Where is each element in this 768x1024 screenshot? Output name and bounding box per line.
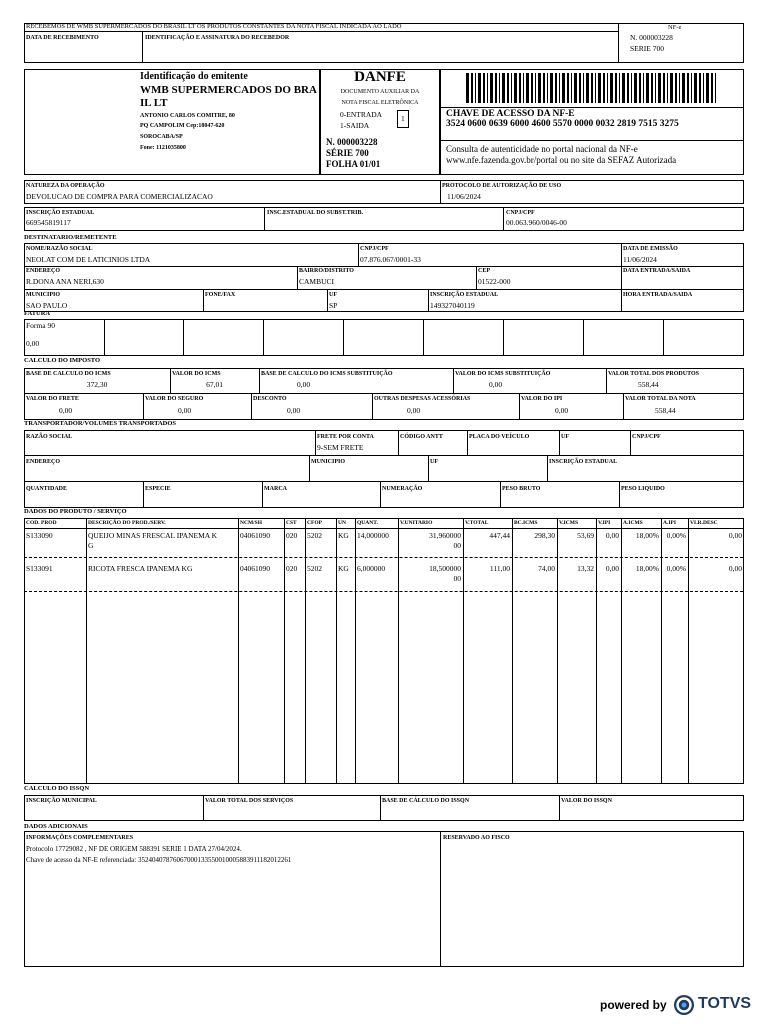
barcode-bar <box>658 73 661 103</box>
barcode-bar <box>711 73 713 103</box>
barcode-bar <box>591 73 593 103</box>
issqn-value-label: VALOR DO ISSQN <box>561 798 612 804</box>
emitter-cnpj-value: 00.063.960/0046-00 <box>506 218 567 227</box>
other-expenses-label: OUTRAS DESPESAS ACESSÓRIAS <box>374 396 471 402</box>
product-unit: KG <box>338 531 349 540</box>
product-header: NCM/SH <box>240 520 262 526</box>
vehicle-plate-label: PLACA DO VEÍCULO <box>469 434 530 440</box>
barcode-bar <box>682 73 685 103</box>
barcode-bar <box>511 73 512 103</box>
barcode-bar <box>694 73 697 103</box>
barcode-bar <box>586 73 589 103</box>
product-header: V.UNITARIO <box>400 520 433 526</box>
operation-nature-label: NATUREZA DA OPERAÇÃO <box>26 183 105 189</box>
operation-nature-value: DEVOLUCAO DE COMPRA PARA COMERCIALIZACAO <box>26 192 213 201</box>
product-header: V.IPI <box>598 520 611 526</box>
total-products-value: 558,44 <box>638 380 659 389</box>
danfe-invoice-number: N. 000003228 <box>326 137 378 147</box>
operation-type-value: 1 <box>401 114 405 123</box>
barcode-bar <box>543 73 545 103</box>
recipient-name-value: NEOLAT COM DE LATICINIOS LTDA <box>26 255 151 264</box>
emitter-name-cont: IL LT <box>140 97 168 109</box>
barcode-bar <box>571 73 572 103</box>
barcode-bar <box>579 73 581 103</box>
danfe-subtitle-2: NOTA FISCAL ELETRÔNICA <box>341 100 419 106</box>
stub-invoice-series: SERIE 700 <box>630 44 664 53</box>
access-key-value: 3524 0600 0639 6000 4600 5570 0000 0032 2819 7515 3275 <box>446 119 679 129</box>
recipient-section-title: DESTINATARIO/REMETENTE <box>24 234 117 241</box>
product-header: A.IPI <box>663 520 676 526</box>
barcode-bar <box>627 73 629 103</box>
emitter-name: WMB SUPERMERCADOS DO BRA <box>140 84 317 96</box>
barcode-bar <box>547 73 548 103</box>
emitter-cnpj-label: CNPJ/CPF <box>506 210 535 216</box>
danfe-series: SÉRIE 700 <box>326 148 369 158</box>
product-icms-base: 298,30 <box>534 531 555 540</box>
barcode-bar <box>466 73 469 103</box>
carrier-city-label: MUNICIPIO <box>311 459 345 465</box>
barcode <box>466 73 720 103</box>
danfe-entrada-option: 0-ENTRADA <box>340 110 383 119</box>
barcode-bar <box>514 73 517 103</box>
barcode-bar <box>574 73 577 103</box>
product-cfop: 5202 <box>307 564 322 573</box>
product-header: CFOP <box>307 520 322 526</box>
barcode-bar <box>610 73 613 103</box>
net-weight-label: PESO LIQUIDO <box>621 486 665 492</box>
access-key-title: CHAVE DE ACESSO DA NF-E <box>446 109 575 119</box>
product-icms-rate: 18,00% <box>635 531 659 540</box>
product-icms-rate: 18,00% <box>635 564 659 573</box>
emitter-phone: Fone: 1121035800 <box>140 145 186 151</box>
carrier-name-label: RAZÃO SOCIAL <box>26 434 73 440</box>
barcode-bar <box>670 73 673 103</box>
icms-value-value: 67,01 <box>206 380 223 389</box>
barcode-bar <box>715 73 716 103</box>
carrier-address-label: ENDEREÇO <box>26 459 61 465</box>
invoice-total-label: VALOR TOTAL DA NOTA <box>625 396 696 402</box>
issqn-base-label: BASE DE CÁLCULO DO ISSQN <box>382 798 470 804</box>
gross-weight-label: PESO BRUTO <box>502 486 541 492</box>
emitter-section-label: Identificação do emitente <box>140 71 248 82</box>
danfe-subtitle-1: DOCUMENTO AUXILIAR DA <box>340 89 420 95</box>
entry-exit-time-label: HORA ENTRADA/SAIDA <box>623 292 693 298</box>
complementary-info-label: INFORMAÇÕES COMPLEMENTARES <box>26 835 134 841</box>
product-unit-price-cont: 00 <box>453 574 461 583</box>
barcode-bar <box>639 73 641 103</box>
barcode-bar <box>475 73 476 103</box>
product-cfop: 5202 <box>307 531 322 540</box>
barcode-bar <box>495 73 497 103</box>
quantity-label: QUANTIDADE <box>26 486 68 492</box>
complementary-info-line-2: Chave de acesso da NF-E referenciada: 35240407876067000133550010005883911182012261 <box>26 856 292 864</box>
product-ipi-rate: 0,00% <box>666 564 686 573</box>
barcode-bar <box>651 73 653 103</box>
row-separator <box>24 557 743 558</box>
recipient-ie-label: INSCRIÇÃO ESTADUAL <box>430 292 499 298</box>
icms-st-base-label: BASE DE CALCULO DO ICMS SUBSTITUIÇÃO <box>261 371 393 377</box>
issqn-section-title: CALCULO DO ISSQN <box>24 785 90 792</box>
total-products-label: VALOR TOTAL DOS PRODUTOS <box>608 371 699 377</box>
services-total-label: VALOR TOTAL DOS SERVIÇOS <box>205 798 294 804</box>
other-expenses-value: 0,00 <box>407 406 421 415</box>
product-header: QUANT. <box>357 520 378 526</box>
totvs-brand-text: TOTVS <box>698 995 752 1012</box>
product-quantity: 6,000000 <box>357 564 386 573</box>
product-code: S133091 <box>26 564 53 573</box>
product-ncm: 04061090 <box>240 564 270 573</box>
product-discount: 0,00 <box>728 531 742 540</box>
st-registration-label: INSC.ESTADUAL DO SUBST.TRIB. <box>267 210 363 216</box>
product-ipi-value: 0,00 <box>605 531 619 540</box>
recipient-cnpj-value: 07.876.067/0001-33 <box>360 255 421 264</box>
species-label: ESPECIE <box>145 486 171 492</box>
barcode-bar <box>646 73 649 103</box>
product-header: CST <box>286 520 297 526</box>
barcode-bar <box>603 73 605 103</box>
barcode-bar <box>567 73 569 103</box>
product-description: RICOTA FRESCA IPANEMA KG <box>88 564 193 573</box>
barcode-bar <box>667 73 668 103</box>
recipient-city-label: MUNICIPIO <box>26 292 60 298</box>
barcode-bar <box>483 73 485 103</box>
product-cst: 020 <box>286 564 298 573</box>
barcode-bar <box>663 73 665 103</box>
icms-st-value-value: 0,00 <box>488 380 503 389</box>
barcode-bar <box>526 73 529 103</box>
product-cst: 020 <box>286 531 298 540</box>
product-ipi-value: 0,00 <box>605 564 619 573</box>
recipient-ie-value: 149327040119 <box>430 301 475 310</box>
barcode-bar <box>631 73 632 103</box>
barcode-bar <box>595 73 596 103</box>
product-unit: KG <box>338 564 349 573</box>
row-separator <box>24 591 743 592</box>
municipal-registration-label: INSCRIÇÃO MUNICIPAL <box>26 798 97 804</box>
carrier-cnpj-label: CNPJ/CPF <box>632 434 661 440</box>
product-unit-price: 18,500000 <box>429 564 461 573</box>
product-ipi-rate: 0,00% <box>666 531 686 540</box>
barcode-bar <box>507 73 509 103</box>
issue-date-value: 11/06/2024 <box>623 255 657 264</box>
operation-type-box <box>397 110 409 128</box>
auth-protocol-value: 11/06/2024 <box>447 192 481 201</box>
ipi-value-value: 0,00 <box>555 406 569 415</box>
tax-section-title: CALCULO DO IMPOSTO <box>24 357 101 364</box>
icms-base-label: BASE DE CALCULO DO ICMS <box>26 371 111 377</box>
barcode-bar <box>634 73 637 103</box>
issue-date-label: DATA DE EMISSÃO <box>623 246 678 252</box>
product-header: VLR.DESC <box>690 520 718 526</box>
freight-mode-label: FRETE POR CONTA <box>317 434 374 440</box>
barcode-bar <box>622 73 625 103</box>
powered-by-text: powered by <box>600 998 667 1012</box>
barcode-bar <box>706 73 709 103</box>
barcode-bar <box>490 73 493 103</box>
barcode-bar <box>607 73 608 103</box>
danfe-page: FOLHA 01/01 <box>326 159 381 169</box>
emitter-city: SOROCABA/SP <box>140 134 183 140</box>
product-header: V.TOTAL <box>465 520 489 526</box>
entry-exit-date-label: DATA ENTRADA/SAIDA <box>623 268 691 274</box>
invoice-payment-value: 0,00 <box>26 339 40 348</box>
barcode-bar <box>598 73 601 103</box>
barcode-bar <box>555 73 557 103</box>
barcode-bar <box>691 73 692 103</box>
product-total: 447,44 <box>489 531 510 540</box>
icms-base-value: 372,30 <box>86 380 108 389</box>
numbering-label: NUMERAÇÃO <box>382 486 423 492</box>
access-key-consult-1: Consulta de autenticidade no portal nacional da NF-e <box>446 144 638 154</box>
brand-label: MARCA <box>264 486 287 492</box>
barcode-bar <box>703 73 704 103</box>
recipient-cep-value: 01522-000 <box>478 277 511 286</box>
product-unit-price: 31,960000 <box>429 531 461 540</box>
barcode-bar <box>675 73 677 103</box>
icms-st-value-label: VALOR DO ICMS SUBSTITUIÇÃO <box>455 371 551 377</box>
barcode-bar <box>615 73 617 103</box>
stub-nfe-label: NF-e <box>668 24 682 31</box>
receipt-date-label: DATA DE RECEBIMENTO <box>26 35 99 41</box>
barcode-bar <box>583 73 584 103</box>
barcode-bar <box>619 73 620 103</box>
barcode-bar <box>471 73 473 103</box>
antt-code-label: CÓDIGO ANTT <box>400 434 443 440</box>
recipient-uf-value: SP <box>329 301 338 310</box>
danfe-saida-option: 1-SAIDA <box>340 121 370 130</box>
barcode-bar <box>478 73 481 103</box>
icms-st-base-value: 0,00 <box>296 380 311 389</box>
product-discount: 0,00 <box>728 564 742 573</box>
product-icms-value: 13,32 <box>577 564 594 573</box>
complementary-info-line-1: Protocolo 17729082 , NF DE ORIGEM 588391 SERIE 1 DATA 27/04/2024. <box>26 845 242 853</box>
barcode-bar <box>643 73 644 103</box>
recipient-name-label: NOME/RAZÃO SOCIAL <box>26 246 93 252</box>
product-header: BC.ICMS <box>514 520 538 526</box>
insurance-label: VALOR DO SEGURO <box>145 396 204 402</box>
recipient-cep-label: CEP <box>478 268 490 274</box>
product-description-cont: G <box>88 541 94 550</box>
product-ncm: 04061090 <box>240 531 270 540</box>
barcode-bar <box>679 73 680 103</box>
recipient-cnpj-label: CNPJ/CPF <box>360 246 389 252</box>
state-registration-value: 669545819117 <box>26 218 71 227</box>
product-header: A.ICMS <box>623 520 643 526</box>
recipient-uf-label: UF <box>329 292 337 298</box>
receipt-text: RECEBEMOS DE WMB SUPERMERCADOS DO BRASIL LT OS PRODUTOS CONSTANTES DA NOTA FISCAL INDICADA AO LADO <box>26 23 402 30</box>
barcode-bar <box>550 73 553 103</box>
barcode-bar <box>699 73 701 103</box>
barcode-bar <box>559 73 560 103</box>
product-code: S133090 <box>26 531 53 540</box>
access-key-consult-2: www.nfe.fazenda.gov.br/portal ou no site da SEFAZ Autorizada <box>446 155 677 165</box>
barcode-bar <box>535 73 536 103</box>
product-total: 111,00 <box>489 564 510 573</box>
product-header: UN <box>338 520 346 526</box>
carrier-uf-label: UF <box>561 434 569 440</box>
barcode-bar <box>531 73 533 103</box>
recipient-district-value: CAMBUCI <box>299 277 335 286</box>
additional-data-title: DADOS ADICIONAIS <box>24 823 88 830</box>
freight-mode-value: 9-SEM FRETE <box>317 443 364 452</box>
barcode-bar <box>523 73 524 103</box>
product-header: COD. PROD <box>26 520 57 526</box>
receiver-signature-label: IDENTIFICAÇÃO E ASSINATURA DO RECEBEDOR <box>145 35 290 41</box>
barcode-bar <box>562 73 565 103</box>
barcode-bar <box>687 73 689 103</box>
barcode-bar <box>538 73 541 103</box>
recipient-address-value: R.DONA ANA NERI,630 <box>26 277 104 286</box>
freight-value: 0,00 <box>59 406 73 415</box>
product-icms-value: 53,69 <box>577 531 594 540</box>
stub-invoice-number: N. 000003228 <box>630 33 673 42</box>
icms-value-label: VALOR DO ICMS <box>172 371 221 377</box>
product-header: DESCRIÇÃO DO PROD./SERV. <box>88 520 166 526</box>
product-unit-price-cont: 00 <box>453 541 461 550</box>
state-registration-label: INSCRIÇÃO ESTADUAL <box>26 210 95 216</box>
product-icms-base: 74,00 <box>538 564 555 573</box>
recipient-city-value: SAO PAULO <box>26 301 68 310</box>
product-description: QUEIJO MINAS FRESCAL IPANEMA K <box>88 531 218 540</box>
recipient-phone-label: FONE/FAX <box>205 292 236 298</box>
carrier-ie-label: INSCRIÇÃO ESTADUAL <box>549 459 618 465</box>
carrier-uf2-label: UF <box>430 459 438 465</box>
freight-label: VALOR DO FRETE <box>26 396 79 402</box>
insurance-value: 0,00 <box>178 406 192 415</box>
barcode-bar <box>519 73 521 103</box>
fiscal-reserved-label: RESERVADO AO FISCO <box>443 835 510 841</box>
product-header: V.ICMS <box>559 520 579 526</box>
barcode-bar <box>487 73 488 103</box>
carrier-section-title: TRANSPORTADOR/VOLUMES TRANSPORTADOS <box>24 420 177 427</box>
ipi-value-label: VALOR DO IPI <box>521 396 563 402</box>
emitter-address: ANTONIO CARLOS COMITRE, 80 <box>140 113 235 119</box>
product-quantity: 14,000000 <box>357 531 389 540</box>
invoice-payment-form: Forma 90 <box>26 321 55 330</box>
barcode-bar <box>499 73 500 103</box>
discount-value: 0,00 <box>287 406 301 415</box>
emitter-district: PQ CAMPOLIM Cep:18047-620 <box>140 123 225 129</box>
auth-protocol-label: PROTOCOLO DE AUTORIZAÇÃO DE USO <box>442 183 562 189</box>
barcode-bar <box>502 73 505 103</box>
totvs-logo-icon <box>673 994 695 1016</box>
invoice-section-title: FATURA <box>24 310 51 317</box>
invoice-total-value: 558,44 <box>655 406 676 415</box>
barcode-bar <box>655 73 656 103</box>
danfe-title: DANFE <box>354 69 406 85</box>
recipient-district-label: BAIRRO/DISTRITO <box>299 268 354 274</box>
products-section-title: DADOS DO PRODUTO / SERVIÇO <box>24 508 127 515</box>
discount-label: DESCONTO <box>253 396 287 402</box>
recipient-address-label: ENDEREÇO <box>26 268 61 274</box>
